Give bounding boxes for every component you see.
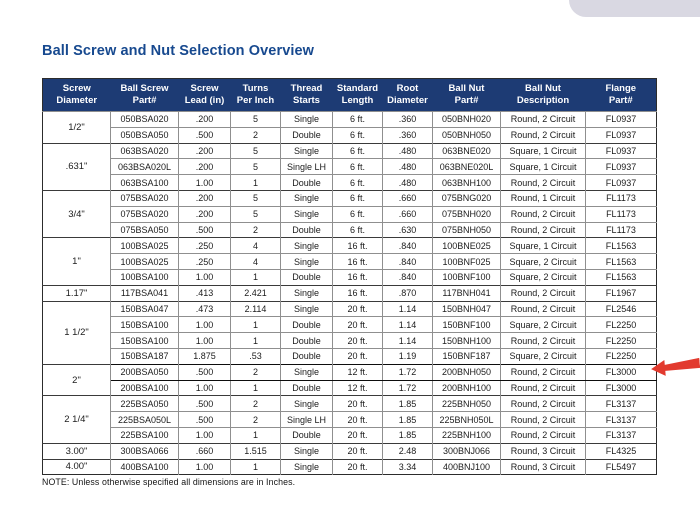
table-cell: .360: [383, 112, 433, 128]
column-header: Root Diameter: [383, 79, 433, 112]
table-cell: 16 ft.: [333, 254, 383, 270]
selection-table-container: [42, 78, 657, 475]
table-cell: 200BNH100: [433, 380, 501, 396]
screw-diameter-cell: 2": [43, 364, 111, 396]
column-header: Standard Length: [333, 79, 383, 112]
table-cell: 1.72: [383, 380, 433, 396]
table-cell: 4: [231, 254, 281, 270]
table-cell: Round, 2 Circuit: [501, 427, 586, 443]
table-header-row: [43, 79, 657, 112]
table-cell: FL1967: [586, 285, 657, 301]
table-cell: Round, 2 Circuit: [501, 396, 586, 412]
table-cell: 1.85: [383, 412, 433, 428]
table-row: [43, 348, 657, 364]
table-cell: FL2546: [586, 301, 657, 317]
table-cell: FL1563: [586, 238, 657, 254]
table-row: [43, 222, 657, 238]
table-cell: .200: [179, 112, 231, 128]
table-cell: FL3137: [586, 427, 657, 443]
table-row: [43, 459, 657, 475]
table-cell: Single: [281, 396, 333, 412]
table-cell: Square, 2 Circuit: [501, 269, 586, 285]
column-header: Ball Screw Part#: [111, 79, 179, 112]
table-cell: .500: [179, 396, 231, 412]
table-cell: 20 ft.: [333, 459, 383, 475]
table-cell: 16 ft.: [333, 238, 383, 254]
table-cell: 1: [231, 317, 281, 333]
table-cell: 075BNG020: [433, 190, 501, 206]
column-header: Thread Starts: [281, 79, 333, 112]
table-row: [43, 364, 657, 380]
table-cell: .500: [179, 222, 231, 238]
table-cell: FL0937: [586, 143, 657, 159]
table-cell: Single LH: [281, 159, 333, 175]
table-cell: Single: [281, 301, 333, 317]
table-cell: Round, 2 Circuit: [501, 127, 586, 143]
table-cell: .480: [383, 159, 433, 175]
table-cell: Round, 2 Circuit: [501, 301, 586, 317]
table-cell: 1.00: [179, 175, 231, 191]
table-cell: FL0937: [586, 175, 657, 191]
table-cell: Double: [281, 269, 333, 285]
table-cell: Round, 2 Circuit: [501, 380, 586, 396]
table-cell: FL1563: [586, 269, 657, 285]
table-cell: 150BSA100: [111, 333, 179, 349]
table-cell: Single: [281, 443, 333, 459]
table-cell: 225BNH050L: [433, 412, 501, 428]
table-cell: .840: [383, 238, 433, 254]
table-cell: 063BNE020: [433, 143, 501, 159]
table-cell: .250: [179, 238, 231, 254]
table-cell: 1.875: [179, 348, 231, 364]
table-cell: 3.34: [383, 459, 433, 475]
table-cell: Round, 2 Circuit: [501, 112, 586, 128]
table-cell: 225BNH050: [433, 396, 501, 412]
table-cell: Square, 2 Circuit: [501, 317, 586, 333]
table-row: [43, 143, 657, 159]
table-row: [43, 127, 657, 143]
column-header: Screw Lead (in): [179, 79, 231, 112]
screw-diameter-cell: 1": [43, 238, 111, 285]
highlight-arrow-icon: [650, 356, 700, 378]
screw-diameter-cell: 1/2": [43, 112, 111, 144]
table-cell: 050BNH050: [433, 127, 501, 143]
table-cell: 075BSA020: [111, 190, 179, 206]
table-cell: .200: [179, 206, 231, 222]
table-cell: 100BSA025: [111, 238, 179, 254]
table-cell: Single: [281, 143, 333, 159]
table-body: [43, 112, 657, 475]
table-cell: 1: [231, 269, 281, 285]
screw-diameter-cell: 2 1/4": [43, 396, 111, 443]
table-cell: 150BNF187: [433, 348, 501, 364]
table-row: [43, 443, 657, 459]
table-cell: 300BNJ066: [433, 443, 501, 459]
table-cell: Double: [281, 127, 333, 143]
table-row: [43, 396, 657, 412]
table-row: [43, 112, 657, 128]
table-cell: 6 ft.: [333, 175, 383, 191]
table-cell: .200: [179, 159, 231, 175]
table-cell: 1.85: [383, 396, 433, 412]
table-cell: FL1173: [586, 206, 657, 222]
table-cell: 150BNF100: [433, 317, 501, 333]
screw-diameter-cell: 1 1/2": [43, 301, 111, 364]
table-cell: 12 ft.: [333, 380, 383, 396]
screw-diameter-cell: 3/4": [43, 190, 111, 237]
table-cell: FL1173: [586, 190, 657, 206]
ball-screw-selection-table: [42, 78, 657, 475]
table-cell: 1: [231, 427, 281, 443]
table-cell: 050BNH020: [433, 112, 501, 128]
table-cell: 2: [231, 127, 281, 143]
table-cell: 150BNH100: [433, 333, 501, 349]
table-cell: 063BNE020L: [433, 159, 501, 175]
table-cell: Single: [281, 285, 333, 301]
table-cell: 1: [231, 459, 281, 475]
table-cell: 400BNJ100: [433, 459, 501, 475]
table-cell: Double: [281, 317, 333, 333]
table-cell: 1.515: [231, 443, 281, 459]
table-cell: 1.00: [179, 317, 231, 333]
table-cell: 1.00: [179, 459, 231, 475]
table-cell: FL2250: [586, 348, 657, 364]
table-cell: 2.421: [231, 285, 281, 301]
column-header: Screw Diameter: [43, 79, 111, 112]
table-cell: FL2250: [586, 333, 657, 349]
table-cell: 6 ft.: [333, 159, 383, 175]
table-row: [43, 159, 657, 175]
table-cell: 1: [231, 333, 281, 349]
table-cell: 1.00: [179, 269, 231, 285]
table-cell: 6 ft.: [333, 190, 383, 206]
table-cell: 150BSA100: [111, 317, 179, 333]
table-cell: 063BSA100: [111, 175, 179, 191]
table-cell: 150BSA047: [111, 301, 179, 317]
table-cell: 100BSA100: [111, 269, 179, 285]
table-cell: 16 ft.: [333, 269, 383, 285]
table-cell: Single: [281, 112, 333, 128]
table-cell: Single: [281, 364, 333, 380]
table-cell: .360: [383, 127, 433, 143]
table-cell: 225BSA050: [111, 396, 179, 412]
table-cell: 2: [231, 364, 281, 380]
screw-diameter-cell: 4.00": [43, 459, 111, 475]
table-cell: FL0937: [586, 112, 657, 128]
table-cell: .840: [383, 254, 433, 270]
table-row: [43, 190, 657, 206]
table-row: [43, 254, 657, 270]
table-cell: Square, 1 Circuit: [501, 159, 586, 175]
table-cell: 12 ft.: [333, 364, 383, 380]
table-cell: 075BSA050: [111, 222, 179, 238]
table-cell: 1.85: [383, 427, 433, 443]
table-cell: 050BSA020: [111, 112, 179, 128]
table-cell: 225BNH100: [433, 427, 501, 443]
table-cell: 2: [231, 222, 281, 238]
table-cell: 063BSA020L: [111, 159, 179, 175]
screw-diameter-cell: .631": [43, 143, 111, 190]
table-cell: 1.72: [383, 364, 433, 380]
table-cell: 225BSA100: [111, 427, 179, 443]
table-cell: 20 ft.: [333, 301, 383, 317]
table-cell: Double: [281, 175, 333, 191]
table-cell: Round, 2 Circuit: [501, 206, 586, 222]
table-row: [43, 412, 657, 428]
table-cell: .500: [179, 364, 231, 380]
screw-diameter-cell: 3.00": [43, 443, 111, 459]
table-cell: .250: [179, 254, 231, 270]
table-cell: Round, 3 Circuit: [501, 459, 586, 475]
table-cell: Single: [281, 238, 333, 254]
page-corner-decoration: [569, 0, 700, 17]
table-cell: Square, 2 Circuit: [501, 348, 586, 364]
table-cell: FL5497: [586, 459, 657, 475]
table-cell: 5: [231, 112, 281, 128]
table-cell: 150BSA187: [111, 348, 179, 364]
table-cell: 075BNH050: [433, 222, 501, 238]
table-cell: 400BSA100: [111, 459, 179, 475]
table-cell: .630: [383, 222, 433, 238]
table-cell: 6 ft.: [333, 206, 383, 222]
table-cell: FL0937: [586, 159, 657, 175]
table-cell: 2.114: [231, 301, 281, 317]
table-cell: Double: [281, 222, 333, 238]
table-cell: 150BNH047: [433, 301, 501, 317]
table-cell: .500: [179, 412, 231, 428]
table-cell: 200BSA100: [111, 380, 179, 396]
table-cell: Square, 1 Circuit: [501, 238, 586, 254]
table-row: [43, 206, 657, 222]
table-cell: Single: [281, 190, 333, 206]
table-cell: 1.00: [179, 380, 231, 396]
table-cell: 1: [231, 175, 281, 191]
table-cell: Round, 2 Circuit: [501, 364, 586, 380]
table-row: [43, 380, 657, 396]
table-cell: 1.14: [383, 333, 433, 349]
table-cell: 2.48: [383, 443, 433, 459]
table-cell: FL3137: [586, 396, 657, 412]
table-cell: 225BSA050L: [111, 412, 179, 428]
table-cell: FL1173: [586, 222, 657, 238]
table-cell: .473: [179, 301, 231, 317]
column-header: Turns Per Inch: [231, 79, 281, 112]
table-cell: 063BSA020: [111, 143, 179, 159]
table-cell: .660: [383, 190, 433, 206]
table-cell: Double: [281, 427, 333, 443]
table-cell: FL2250: [586, 317, 657, 333]
table-cell: 100BNE025: [433, 238, 501, 254]
table-cell: .200: [179, 143, 231, 159]
column-header: Ball Nut Description: [501, 79, 586, 112]
table-row: [43, 238, 657, 254]
table-cell: Double: [281, 333, 333, 349]
table-cell: Round, 1 Circuit: [501, 190, 586, 206]
table-cell: FL1563: [586, 254, 657, 270]
table-cell: FL0937: [586, 127, 657, 143]
table-cell: 100BSA025: [111, 254, 179, 270]
table-row: [43, 333, 657, 349]
table-cell: 20 ft.: [333, 333, 383, 349]
table-cell: .413: [179, 285, 231, 301]
table-row: [43, 175, 657, 191]
table-cell: 117BNH041: [433, 285, 501, 301]
table-cell: 2: [231, 396, 281, 412]
table-cell: 20 ft.: [333, 412, 383, 428]
table-cell: 100BNF100: [433, 269, 501, 285]
footnote: NOTE: Unless otherwise specified all dimensions are in Inches.: [42, 477, 296, 487]
table-cell: 075BSA020: [111, 206, 179, 222]
table-cell: 300BSA066: [111, 443, 179, 459]
table-cell: 200BSA050: [111, 364, 179, 380]
table-cell: 4: [231, 238, 281, 254]
table-cell: .200: [179, 190, 231, 206]
table-cell: 050BSA050: [111, 127, 179, 143]
table-cell: Round, 2 Circuit: [501, 333, 586, 349]
table-cell: 1.14: [383, 301, 433, 317]
table-cell: Square, 1 Circuit: [501, 143, 586, 159]
table-cell: 20 ft.: [333, 317, 383, 333]
table-cell: Single: [281, 206, 333, 222]
table-cell: 6 ft.: [333, 127, 383, 143]
table-cell: 6 ft.: [333, 143, 383, 159]
table-cell: Round, 2 Circuit: [501, 222, 586, 238]
table-cell: .480: [383, 143, 433, 159]
table-cell: .53: [231, 348, 281, 364]
table-cell: Round, 2 Circuit: [501, 175, 586, 191]
table-cell: .660: [179, 443, 231, 459]
table-cell: Square, 2 Circuit: [501, 254, 586, 270]
table-row: [43, 317, 657, 333]
column-header: Flange Part#: [586, 79, 657, 112]
table-row: [43, 285, 657, 301]
table-cell: 200BNH050: [433, 364, 501, 380]
table-cell: 20 ft.: [333, 348, 383, 364]
table-cell: 1.19: [383, 348, 433, 364]
table-row: [43, 427, 657, 443]
table-cell: 1.00: [179, 427, 231, 443]
table-cell: 117BSA041: [111, 285, 179, 301]
table-cell: Single LH: [281, 412, 333, 428]
table-cell: FL3137: [586, 412, 657, 428]
table-cell: 2: [231, 412, 281, 428]
table-cell: Single: [281, 459, 333, 475]
table-row: [43, 301, 657, 317]
table-cell: 063BNH100: [433, 175, 501, 191]
table-cell: Round, 3 Circuit: [501, 443, 586, 459]
table-cell: Round, 2 Circuit: [501, 412, 586, 428]
table-cell: .870: [383, 285, 433, 301]
table-cell: 6 ft.: [333, 112, 383, 128]
table-cell: .480: [383, 175, 433, 191]
table-row: [43, 269, 657, 285]
table-cell: 1.14: [383, 317, 433, 333]
table-cell: .500: [179, 127, 231, 143]
table-cell: 075BNH020: [433, 206, 501, 222]
page-title: Ball Screw and Nut Selection Overview: [42, 43, 315, 59]
table-cell: 5: [231, 159, 281, 175]
table-cell: 5: [231, 190, 281, 206]
table-cell: FL4325: [586, 443, 657, 459]
table-cell: 100BNF025: [433, 254, 501, 270]
table-cell: 6 ft.: [333, 222, 383, 238]
table-cell: 5: [231, 206, 281, 222]
table-cell: Double: [281, 380, 333, 396]
table-cell: 1: [231, 380, 281, 396]
table-cell: 20 ft.: [333, 443, 383, 459]
table-cell: Double: [281, 348, 333, 364]
table-cell: 16 ft.: [333, 285, 383, 301]
table-cell: FL3000: [586, 364, 657, 380]
screw-diameter-cell: 1.17": [43, 285, 111, 301]
table-cell: .660: [383, 206, 433, 222]
table-cell: 5: [231, 143, 281, 159]
table-cell: FL3000: [586, 380, 657, 396]
table-cell: 20 ft.: [333, 427, 383, 443]
table-cell: Single: [281, 254, 333, 270]
table-cell: Round, 2 Circuit: [501, 285, 586, 301]
table-cell: 1.00: [179, 333, 231, 349]
column-header: Ball Nut Part#: [433, 79, 501, 112]
table-cell: 20 ft.: [333, 396, 383, 412]
table-cell: .840: [383, 269, 433, 285]
